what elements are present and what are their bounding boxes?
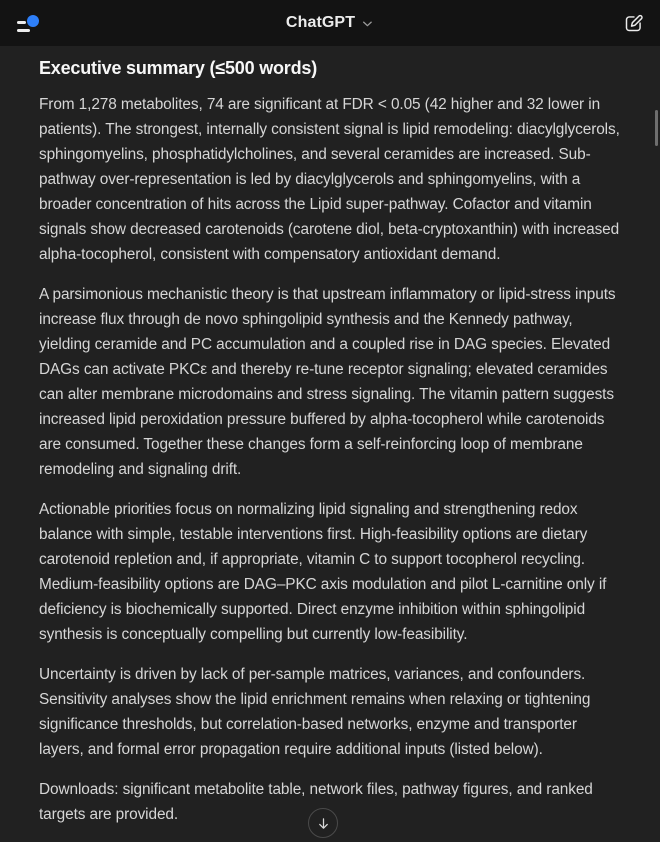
new-chat-button[interactable] — [616, 6, 650, 40]
sidebar-menu-icon — [16, 12, 38, 34]
top-app-bar — [0, 0, 660, 46]
chevron-down-icon — [361, 17, 374, 30]
compose-icon — [623, 13, 644, 34]
summary-paragraph-4: Uncertainty is driven by lack of per-sample matrices, variances, and confounders. Sensitivity analyses show the lipid enrichment remains when relaxing or tightening significance thresholds, but correlation-based networks, enzyme and transporter layers, and formal error propagation require additional inputs (listed below). — [39, 666, 591, 758]
section-heading: Executive summary (≤500 words) — [39, 58, 318, 78]
summary-paragraph-1: From 1,278 metabolites, 74 are significant at FDR < 0.05 (42 higher and 32 lower in patients). The strongest, internally consistent signal is lipid remodeling: diacylglycerols, sphingomyelins, phosphatidylcholines, and several ceramides are increased. Sub-pathway over-representation is led by diacylglycerols and sphingomyelins, with a broader concentration of hits across the Lipid super-pathway. Cofactor and vitamin signals show decreased carotenoids (carotene diol, beta-cryptoxanthin) with increased alpha-tocopherol, consistent with compensatory antioxidant demand. — [39, 96, 620, 263]
arrow-down-icon — [316, 816, 331, 831]
app-title: ChatGPT — [285, 14, 356, 31]
assistant-message — [0, 46, 660, 842]
summary-paragraph-5: Downloads: significant metabolite table, network files, pathway figures, and ranked targets are provided. — [39, 781, 593, 823]
model-selector[interactable] — [286, 0, 374, 46]
summary-paragraph-3: Actionable priorities focus on normalizing lipid signaling and strengthening redox balance with simple, testable interventions first. High-feasibility options are dietary carotenoid repletion and, if appropriate, vitamin C to support tocopherol recycling. Medium-feasibility options are DAG–PKC axis modulation and pilot L-carnitine only if deficiency is biochemically supported. Direct enzyme inhibition within sphingolipid synthesis is conceptually compelling but currently low-feasibility. — [39, 501, 607, 643]
summary-paragraph-2: A parsimonious mechanistic theory is that upstream inflammatory or lipid-stress inputs increase flux through de novo sphingolipid synthesis and the Kennedy pathway, yielding ceramide and PC accumulation and a coupled rise in DAG species. Elevated DAGs can activate PKCε and thereby re-tune receptor signaling; elevated ceramides can alter membrane microdomains and stress signaling. The vitamin pattern suggests increased lipid peroxidation pressure buffered by alpha-tocopherol while carotenoids are consumed. Together these changes form a self-reinforcing loop of membrane remodeling and signaling drift. — [39, 286, 616, 478]
scrollbar-thumb[interactable] — [655, 110, 658, 146]
scroll-to-bottom-button[interactable] — [308, 808, 338, 838]
sidebar-menu-button[interactable] — [10, 6, 44, 40]
notification-dot-icon — [27, 15, 39, 27]
